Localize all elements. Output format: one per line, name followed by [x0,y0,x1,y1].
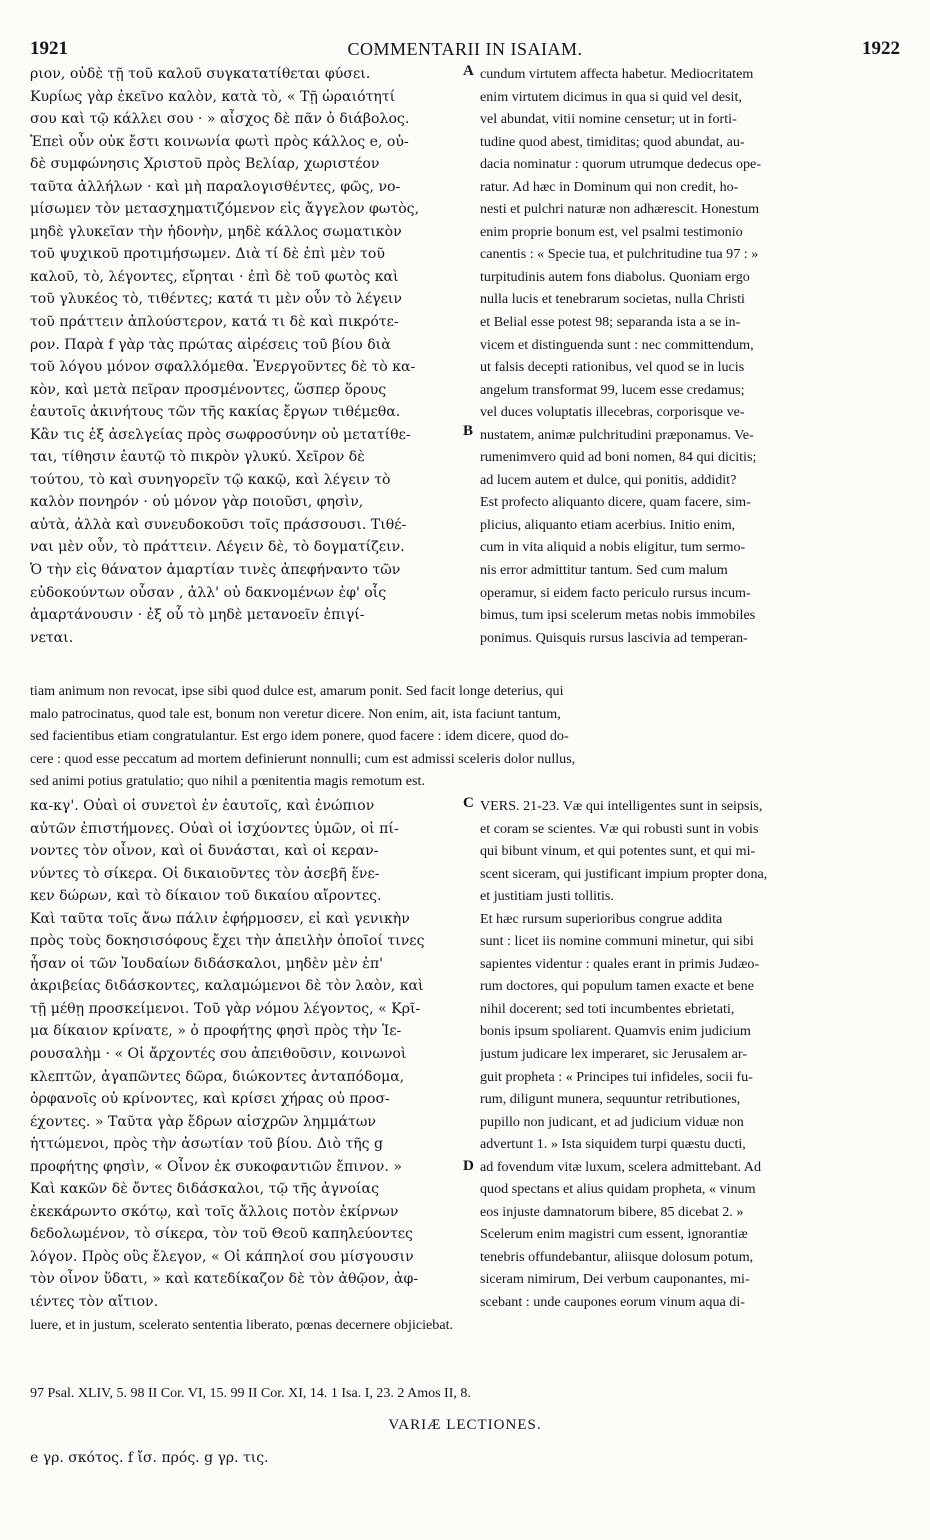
text-line: δεδολωμένον, τὸ σίκερα, τὸν τοῦ Θεοῦ καπηλεύοντες [30,1226,413,1243]
text-line: sed animi potius gratulatio; quo nihil a pœnitentia magis remotum est. [30,773,425,790]
text-line: tudine quod abest, timiditas; quod abundat, au- [480,133,745,150]
text-line: ται, τίθησιν ἑαυτῷ τὸ πικρὸν γλυκύ. Χεῖρον δὲ [30,449,365,466]
section2-latin-column [480,795,898,1314]
text-line: vicem et distinguenda sunt : nec committendum, [480,336,754,353]
text-line: κλεπτῶν, ἀγαπῶντες δῶρα, διώκοντες ἀνταπόδομα, [30,1068,405,1085]
text-line: έχοντες. » Ταῦτα γὰρ ἔδρων αἰσχρῶν λημμάτων [30,1113,376,1130]
text-line: μηδὲ γλυκεῖαν τὴν ἡδονὴν, μηδὲ κάλλος σωματικὸν [30,223,402,240]
text-line: enim proprie bonum est, vel psalmi testimonio [480,223,743,240]
text-line: Κἂν τις ἐξ ἀσελγείας πρὸς σωφροσύνην οὐ μετατίθε- [30,426,411,443]
text-line: τούτου, τὸ καὶ συνηγορεῖν τῷ κακῷ, καὶ λέγειν τὸ [30,471,391,488]
text-line: τοῦ γλυκέος τὸ, τιθέντες; κατά τι μὲν οὖν τὸ λέγειν [30,291,402,308]
text-line: προφήτης φησὶν, « Οἶνον ἐκ συκοφαντιῶν ἔπινον. » [30,1158,402,1175]
page-header [30,38,900,64]
footnotes: 97 Psal. XLIV, 5. 98 II Cor. VI, 15. 99 II Cor. XI, 14. 1 Isa. I, 23. 2 Amos II, 8. [30,1386,471,1401]
text-line: κὸν, καὶ μετὰ πεῖραν προσμένοντες, ὥσπερ ὅρους [30,381,387,398]
text-line: αὐτῶν ἐπιστήμονες. Οὐαὶ οἱ ἰσχύοντες ὑμῶν, οἱ πί- [30,820,399,837]
text-line: κα-κγ'. Οὐαὶ οἱ συνετοὶ ἐν ἑαυτοῖς, καὶ ἐνώπιον [30,798,375,814]
text-line: ναι μὲν οὖν, τὸ πράττειν. Λέγειν δὲ, τὸ δογματίζειν. [30,539,405,556]
page-number-right: 1922 [862,38,900,59]
text-line: operamur, si eidem facto periculo rursus incum- [480,584,751,601]
text-line: πρὸς τοὺς δοκησισόφους ἔχει τὴν ἀπειλὴν ὁποῖοί τινες [30,933,425,950]
text-line: et Belial esse potest 98; separanda ista a se in- [480,314,741,331]
text-line: δὲ συμφώνησις Χριστοῦ πρὸς Βελίαρ, χωριστέον [30,156,380,173]
section1-latin-column [480,63,898,649]
text-line: ὀρφανοῖς οὐ κρίνοντες, καὶ κρίσει χήρας οὐ προσ- [30,1091,390,1108]
running-title: COMMENTARII IN ISAIAM. [347,39,583,59]
page-number-left: 1921 [30,38,68,59]
text-line: ut falsis decepti rationibus, vel quod se in lucis [480,359,745,376]
text-line: ad lucem autem et dulce, qui ponitis, addidit? [480,471,737,488]
text-line: νεται. [30,629,74,646]
text-line: Ὁ τὴν εἰς θάνατον ἁμαρτίαν τινὲς ἀπεφήναντο τῶν [30,562,401,579]
text-line: ratur. Ad hæc in Dominum qui non credit, ho- [480,178,739,195]
text-line: καλοῦ, τὸ, λέγοντες, εἴρηται · ἐπὶ δὲ τοῦ φωτὸς καὶ [30,268,399,285]
text-line: Scelerum enim magistri cum essent, ignorantiæ [480,1226,748,1243]
text-line: guit propheta : « Principes tui infideles, socii fu- [480,1068,753,1085]
text-line: cere : quod esse peccatum ad mortem definierunt nonnulli; cum est admissi sceleris dolor nullus, [30,750,576,767]
text-line: τῇ μέθῃ προσκείμενοι. Τοῦ γὰρ νόμου λέγοντος, « Κρῖ- [30,1000,421,1017]
text-line: ἦσαν οἱ τῶν Ἰουδαίων διδάσκαλοι, μηδὲν μὲν ἐπ' [30,955,383,972]
text-line: ἑαυτοῖς ἀκινήτους τῶν τῆς κακίας ἔργων τιθέμεθα. [30,404,401,421]
text-line: τοῦ πράττειν ἁπλούστερον, κατά τι δὲ καὶ πικρότε- [30,314,399,331]
text-line: qui bibunt vinum, et qui potentes sunt, et qui mi- [480,843,756,860]
text-line: ἐκεκάρωντο σκότῳ, καὶ τοῖς ἄλλοις ποτὸν ἐκίρνων [30,1203,399,1220]
text-line: κεν δώρων, καὶ τὸ δίκαιον τοῦ δικαίου αἴροντες. [30,888,382,905]
text-line: scebant : unde caupones eorum vinum aqua di- [480,1294,745,1311]
text-line: eos injuste damnatorum bibere, 85 dicebat 2. » [480,1203,744,1220]
text-line: VERS. 21-23. Væ qui intelligentes sunt in seipsis, [480,798,763,814]
text-line: rumenimvero quid ad boni nomen, 84 qui dicitis; [480,449,757,466]
text-line: turpitudinis autem fons diabolus. Quoniam ergo [480,268,750,285]
text-line: scent siceram, qui justificant impium propter dona, [480,865,768,882]
margin-marker-a: A [463,63,474,79]
text-line: rum, diligunt munera, sequuntur retributiones, [480,1091,741,1108]
text-line: ἁμαρτάνουσιν · ἐξ οὗ τὸ μηδὲ μετανοεῖν ἐπιγί- [30,607,365,624]
text-line: Est profecto aliquanto dicere, quam facere, sim- [480,494,751,511]
text-line: λόγον. Πρὸς οὓς ἔλεγον, « Οἱ κάπηλοί σου μίσγουσιν [30,1248,414,1265]
text-line: cundum virtutem affecta habetur. Mediocritatem [480,66,754,82]
text-line: sed facientibus etiam congratulantur. Est ergo idem ponere, quod facere : idem dicere, quod do- [30,728,569,745]
text-line: nulla lucis et tenebrarum societas, nulla Christi [480,291,745,308]
text-line: τοῦ λόγου μόνον σφαλλόμεθα. Ἐνεργοῦντες δὲ τὸ κα- [30,359,416,376]
text-line: ριον, οὐδὲ τῇ τοῦ καλοῦ συγκατατίθεται φύσει. [30,66,371,82]
text-line: εὐδοκούντων οὖσαν , ἀλλ' οὐ δακνομένων ἐφ' οἷς [30,584,387,601]
text-line: siceram nimirum, Dei verbum cauponantes, mi- [480,1271,750,1288]
text-line: καλὸν πονηρόν · οὐ μόνον γὰρ ποιοῦσι, φησὶν, [30,494,364,511]
text-line: ρουσαλὴμ · « Οἱ ἄρχοντές σου ἀπειθοῦσιν, κοινωνοὶ [30,1046,407,1063]
text-line: Ἐπεὶ οὖν οὐκ ἔστι κοινωνία φωτὶ πρὸς κάλλος e, οὐ- [30,133,409,150]
text-line: nihil docerent; sed toti incumbentes ebrietati, [480,1000,735,1017]
text-line: ἡττώμενοι, πρὸς τὴν ἀσωτίαν τοῦ βίου. Διὸ τῆς g [30,1136,384,1153]
text-line: quod spectans et alius quidam propheta, « vinum [480,1181,756,1198]
text-line: nustatem, animæ pulchritudini præponamus. Ve- [480,426,754,443]
text-line: sapientes videntur : quales erant in primis Judæo- [480,955,760,972]
text-line: cum in vita aliquid a nobis eligitur, tum sermo- [480,539,746,556]
text-line: et coram se scientes. Væ qui robusti sunt in vobis [480,820,759,837]
variae-lectiones-heading: VARIÆ LECTIONES. [388,1417,542,1433]
variae-lectiones-text: e γρ. σκότος. f ἴσ. πρός. g γρ. τις. [30,1450,269,1466]
text-line: pupillo non judicant, et ad judicium viduæ non [480,1113,744,1130]
margin-marker-b: B [463,423,474,439]
text-line: μίσωμεν τὸν μετασχηματιζόμενον εἰς ἄγγελον φωτὸς, [30,201,420,218]
text-line: nis error admittitur tantum. Sed cum malum [480,562,728,579]
section1-full-width-text [30,680,898,793]
text-line: dacia nominatur : quorum utrumque dedecus ope- [480,156,762,173]
text-line: ιέντες τὸν αἴτιον. [30,1294,159,1311]
text-line: angelum transformat 99, lucem esse credamus; [480,381,745,398]
text-line: advertunt 1. » Ista siquidem turpi quæstu ducti, [480,1136,746,1153]
text-line: ταῦτα ἀλλήλων · καὶ μὴ παραλογισθέντες, φῶς, νο- [30,178,401,195]
text-line: luere, et in justum, scelerato sententia liberato, pœnas decernere objiciebat. [30,1317,454,1333]
margin-marker-c: C [463,795,474,811]
section1-greek-column [30,63,468,649]
text-line: ponimus. Quisquis rursus lascivia ad temperan- [480,629,748,646]
text-line: ἀκριβείας διδάσκοντες, καλαμώμενοι δὲ τὸν λαὸν, καὶ [30,978,424,995]
text-line: bonis ipsum spoliarent. Quamvis enim judicium [480,1023,751,1040]
text-line: Et hæc rursum superioribus congrue addita [480,910,723,927]
text-line: νύντες τὸ σίκερα. Οἱ δικαιοῦντες τὸν ἀσεβῆ ἕνε- [30,865,380,882]
text-line: canentis : « Specie tua, et pulchritudine tua 97 : » [480,246,759,263]
text-line: justum judicare lex imperaret, sic Jerusalem ar- [480,1046,748,1063]
text-line: nesti et pulchri naturæ non adhærescit. Honestum [480,201,760,218]
text-line: νοντες τὸν οἶνον, καὶ οἱ δυνάσται, καὶ οἱ κεραν- [30,843,379,860]
text-line: et justitiam justi tollitis. [480,888,614,905]
text-line: ad fovendum vitæ luxum, scelera admittebant. Ad [480,1158,762,1175]
margin-marker-d: D [463,1158,474,1174]
section2-greek-column [30,795,468,1314]
text-line: ρον. Παρὰ f γὰρ τὰς πρώτας αἱρέσεις τοῦ βίου διὰ [30,336,391,353]
text-line: αὐτὰ, ἀλλὰ καὶ συνευδοκοῦσι τοῖς πράσσουσι. Τιθέ- [30,516,407,533]
text-line: Καὶ ταῦτα τοῖς ἄνω πάλιν ἐφήρμοσεν, εἰ καὶ γενικὴν [30,910,410,927]
text-line: τὸν οἶνον ὕδατι, » καὶ κατεδίκαζον δὲ τὸν ἀθῷον, ἀφ- [30,1271,419,1288]
text-line: Καὶ κακῶν δὲ ὄντες διδάσκαλοι, τῷ τῆς ἀγνοίας [30,1181,379,1198]
text-line: plicius, aliquanto etiam acerbius. Initio enim, [480,516,736,533]
text-line: tiam animum non revocat, ipse sibi quod dulce est, amarum ponit. Sed facit longe deterius, qui [30,683,564,699]
text-line: bimus, tum ipsi scelerum metas nobis immobiles [480,607,756,624]
text-line: vel duces voluptatis illecebras, corporisque ve- [480,404,745,421]
text-line: τοῦ ψυχικοῦ προτιμήσωμεν. Διὰ τί δὲ ἐπὶ μὲν τοῦ [30,246,385,263]
text-line: sunt : licet iis nomine communi minetur, qui sibi [480,933,754,950]
text-line: malo patrocinatus, quod tale est, bonum non veretur dicere. Non enim, ait, ista faciunt tantum, [30,705,561,722]
section2-full-width-text [30,1314,898,1337]
text-line: tenebris offundebantur, aliisque dolosum potum, [480,1248,754,1265]
text-line: vel abundat, vitii nomine censetur; ut in forti- [480,111,737,128]
text-line: Κυρίως γὰρ ἐκεῖνο καλὸν, κατὰ τὸ, « Τῇ ὡραιότητί [30,88,396,105]
text-line: σου καὶ τῷ κάλλει σου · » αἶσχος δὲ πᾶν ὁ διάβολος. [30,111,410,128]
text-line: enim virtutem dicimus in qua si quid vel desit, [480,88,742,105]
text-line: rum doctores, qui populum tamen exacte et bene [480,978,754,995]
text-line: μα δίκαιον κρίνατε, » ὁ προφήτης φησὶ πρὸς τὴν Ἱε- [30,1023,402,1040]
